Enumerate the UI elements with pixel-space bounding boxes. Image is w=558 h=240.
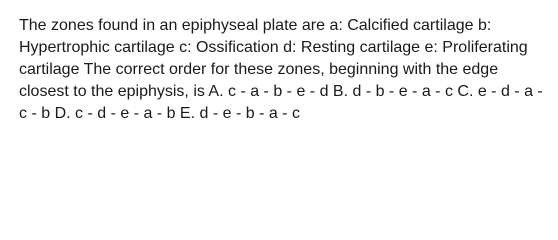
question-text: The zones found in an epiphyseal plate are a: Calcified cartilage b: Hypertrophic cartilage c: Ossification d: Resting cartilage e: Proliferating cartilage The correct order for these zones, beginning with the edge closest to the epiphysis, is A. c - a - b - e - d B. d - b - e - a - c C. e - d - a - c - b D. c - d - e - a - b E. d - e - b - a - c <box>19 17 543 122</box>
